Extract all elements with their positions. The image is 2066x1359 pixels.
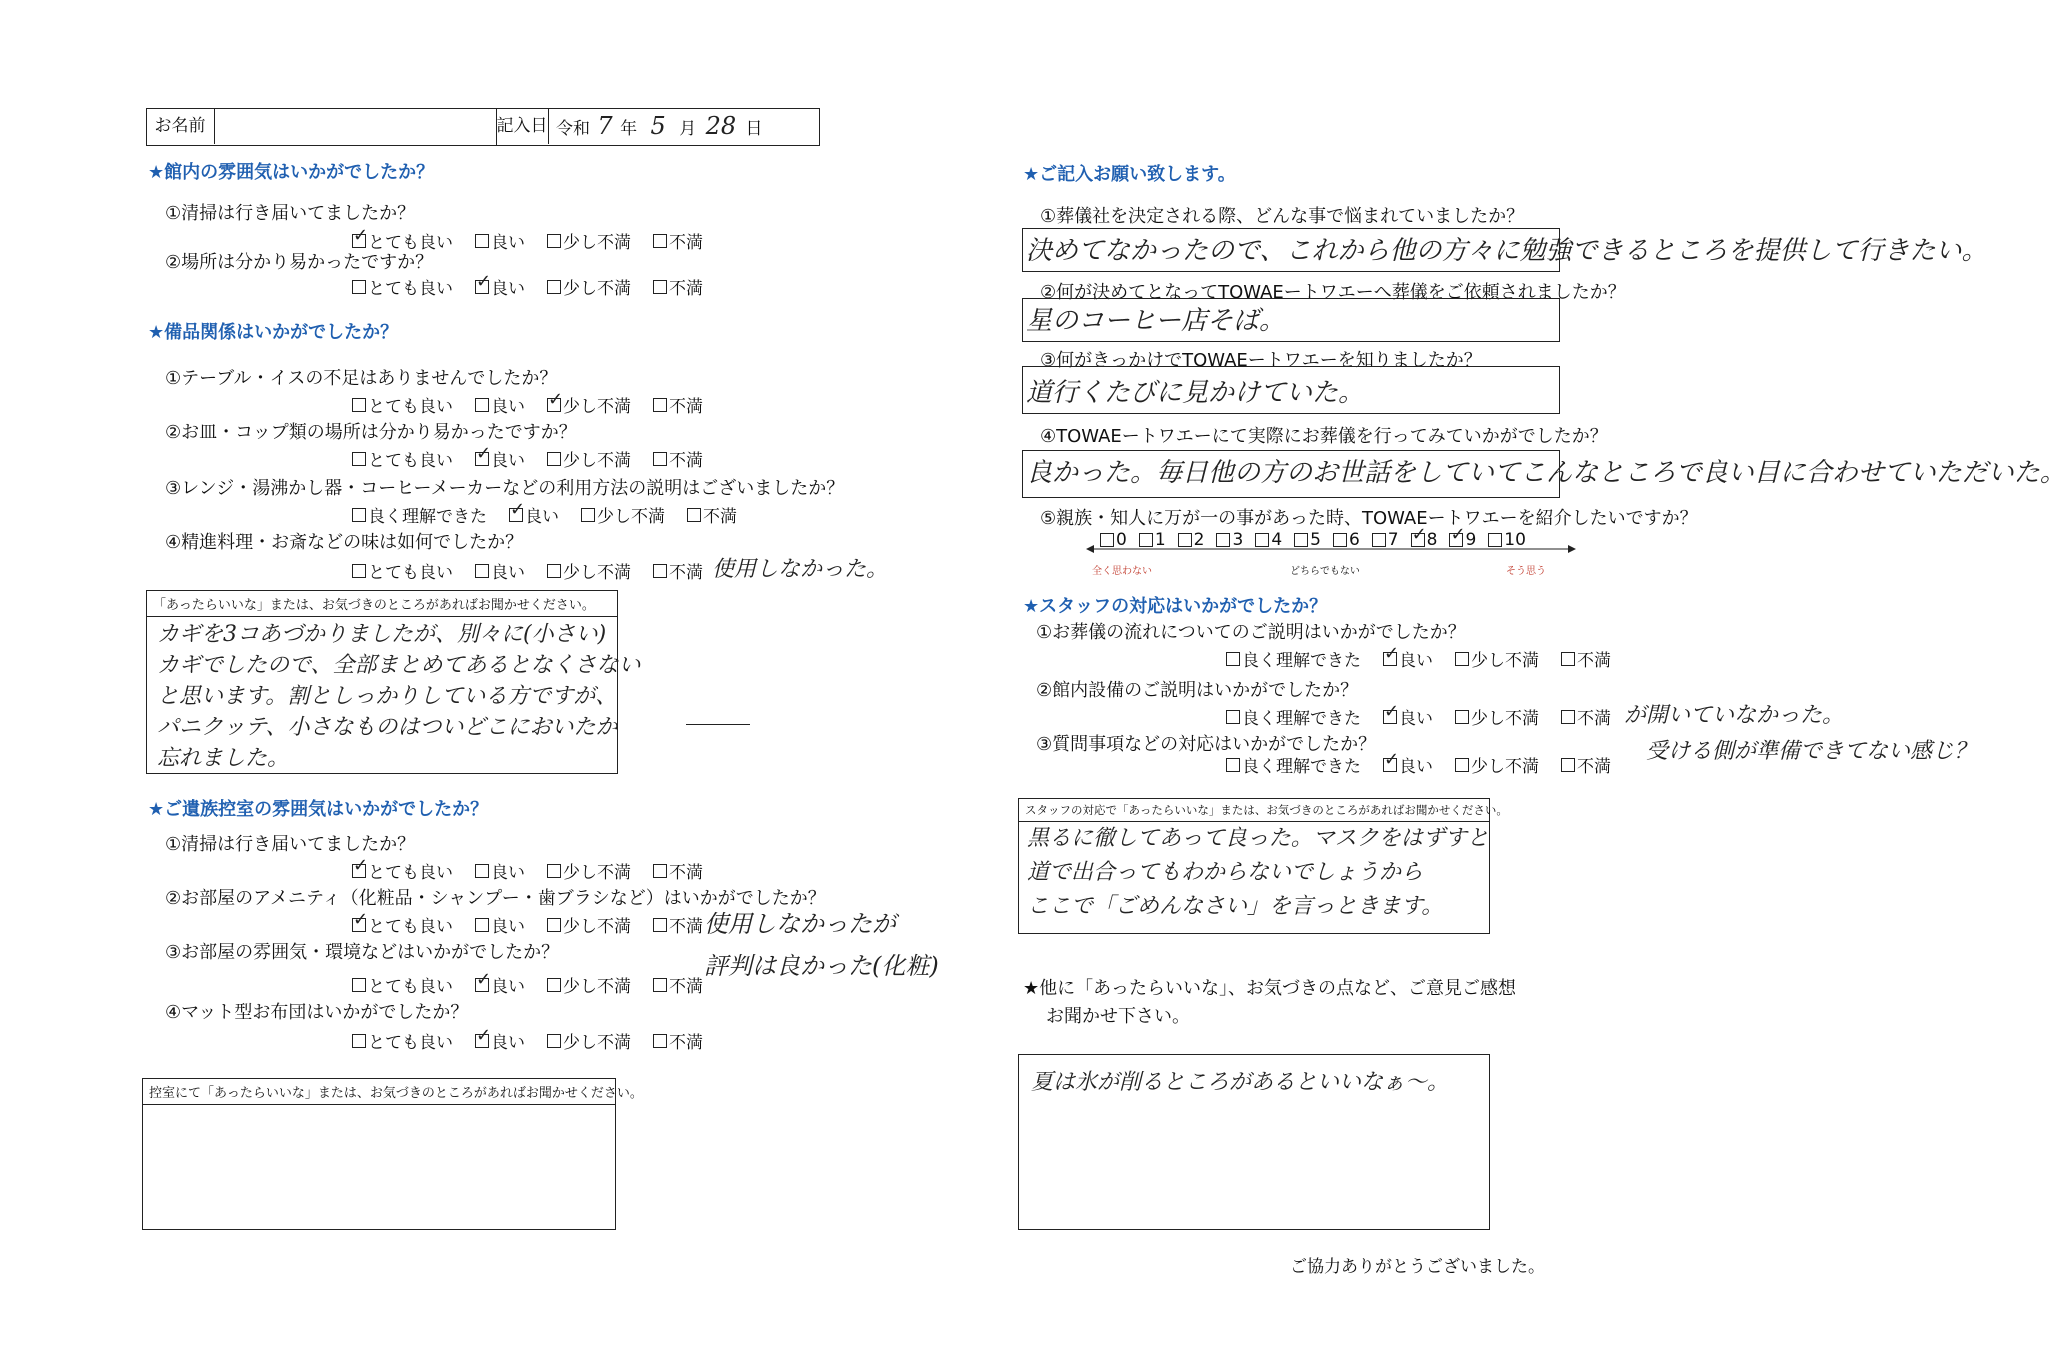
option-good[interactable]: ✓ 良い: [475, 274, 525, 299]
scale-option[interactable]: 7: [1372, 530, 1399, 550]
option-good[interactable]: 良い: [475, 392, 525, 417]
options-dishes-location: [352, 446, 703, 471]
option-good[interactable]: ✓ 良い: [475, 972, 525, 997]
option-unsatisfied[interactable]: 不満: [653, 858, 703, 883]
equipment-comment-header: 「あったらいいな」または、お気づきのところがあればお聞かせください。: [147, 591, 617, 617]
name-label: お名前: [146, 108, 215, 144]
option-unsatisfied[interactable]: 不満: [1561, 704, 1611, 729]
section-family-room-title: ★ご遺族控室の雰囲気はいかがでしたか？: [148, 799, 489, 820]
scale-high-label: そう思う: [1506, 566, 1546, 577]
comment-line: ここで「ごめんなさい」を言っときます。: [1027, 894, 1444, 919]
option-unsatisfied[interactable]: 不満: [653, 392, 703, 417]
room-comment-box[interactable]: [142, 1078, 643, 1230]
question-dishes-location: ②お皿・コップ類の場所は分かり易かったですか？: [165, 422, 577, 443]
year-value: 7: [597, 112, 613, 140]
scale-option[interactable]: 0: [1100, 530, 1127, 550]
option-very-good[interactable]: とても良い: [352, 1028, 453, 1053]
checkbox[interactable]: [547, 864, 561, 878]
scale-option[interactable]: 10: [1488, 530, 1526, 550]
option-very-good[interactable]: とても良い: [352, 446, 453, 471]
option-good[interactable]: 良い: [475, 858, 525, 883]
room-comment-header: 控室にて「あったらいいな」または、お気づきのところがあればお聞かせください。: [143, 1079, 615, 1105]
checkbox[interactable]: [352, 452, 366, 466]
facility-note-line1: が開いていなかった。: [1624, 703, 1845, 728]
option-slightly-unsatisfied[interactable]: 少し不満: [1455, 704, 1539, 729]
staff-comment-header: スタッフの対応で「あったらいいな」または、お気づきのところがあればお聞かせください。: [1019, 799, 1489, 822]
option-very-good[interactable]: ✓ とても良い: [352, 228, 453, 253]
other-comments-prompt: ★他に「あったらいいな」、お気づきの点など、ご意見ご感想: [1023, 978, 1516, 999]
checkbox[interactable]: [653, 564, 667, 578]
other-comments-prompt-2: お聞かせ下さい。: [1046, 1006, 1190, 1027]
comment-line: 黒るに徹してあって良った。マスクをはずすと: [1027, 826, 1489, 851]
options-room-amenities: [352, 912, 703, 937]
checkbox[interactable]: [1455, 710, 1469, 724]
checkbox[interactable]: [581, 508, 595, 522]
option-very-good[interactable]: とても良い: [352, 972, 453, 997]
checkbox[interactable]: [475, 918, 489, 932]
question-facility-explanation: ②館内設備のご説明はいかがでしたか？: [1036, 680, 1359, 701]
options-hall-location: [352, 274, 703, 299]
answer-how-known: 道行くたびに見かけていた。: [1026, 378, 1365, 408]
option-slightly-unsatisfied[interactable]: 少し不満: [1455, 646, 1539, 671]
checkbox-checked[interactable]: [509, 508, 523, 522]
option-very-good[interactable]: とても良い: [352, 558, 453, 583]
checkbox[interactable]: [547, 564, 561, 578]
scale-option[interactable]: ✓ 9: [1449, 530, 1476, 550]
question-hall-location: ②場所は分かり易かったですか？: [165, 252, 434, 273]
checkbox[interactable]: [1561, 758, 1575, 772]
option-unsatisfied[interactable]: 不満: [653, 274, 703, 299]
question-room-amenities: ②お部屋のアメニティ（化粧品・シャンプー・歯ブラシなど）はいかがでしたか？: [165, 888, 826, 909]
scale-option[interactable]: 6: [1333, 530, 1360, 550]
option-slightly-unsatisfied[interactable]: 少し不満: [1455, 752, 1539, 777]
option-understood[interactable]: 良く理解できた: [1226, 646, 1361, 671]
checkbox[interactable]: [653, 234, 667, 248]
amenities-note-line1: 使用しなかったが: [704, 910, 896, 938]
comment-line: 道で出合ってもわからないでしょうから: [1027, 860, 1424, 885]
checkbox[interactable]: [1226, 710, 1240, 724]
option-unsatisfied[interactable]: 不満: [1561, 752, 1611, 777]
option-good[interactable]: ✓ 良い: [475, 446, 525, 471]
option-unsatisfied[interactable]: 不満: [1561, 646, 1611, 671]
checkbox[interactable]: [1455, 652, 1469, 666]
scale-arrow: [1086, 543, 1576, 555]
scale-low-label: 全く思わない: [1092, 566, 1152, 577]
checkbox[interactable]: [653, 978, 667, 992]
question-appliances-explanation: ③レンジ・湯沸かし器・コーヒーメーカーなどの利用方法の説明はございましたか？: [165, 478, 845, 499]
year-unit: 年: [620, 119, 638, 139]
divider: [686, 724, 750, 725]
question-room-cleaning: ①清掃は行き届いてましたか？: [165, 834, 416, 855]
checkbox[interactable]: [475, 234, 489, 248]
staff-comment-box[interactable]: [1018, 798, 1508, 934]
date-value[interactable]: [556, 108, 763, 144]
option-good[interactable]: ✓ 良い: [1383, 752, 1433, 777]
checkbox-checked[interactable]: [475, 978, 489, 992]
question-decision-reason: ②何が決めてとなってTOWAEートワエーへ葬儀をご依頼されましたか？: [1040, 282, 1626, 303]
option-good[interactable]: ✓ 良い: [1383, 704, 1433, 729]
option-very-good[interactable]: ✓ とても良い: [352, 858, 453, 883]
checkbox-checked[interactable]: [547, 398, 561, 412]
option-unsatisfied[interactable]: 不満: [653, 446, 703, 471]
scale-mid-label: どちらでもない: [1290, 566, 1360, 577]
checkbox[interactable]: [475, 564, 489, 578]
checkbox[interactable]: [547, 452, 561, 466]
month-value: 5: [650, 112, 666, 140]
option-good[interactable]: 良い: [475, 228, 525, 253]
option-good[interactable]: 良い: [475, 558, 525, 583]
checkbox[interactable]: [653, 1034, 667, 1048]
options-food-taste: [352, 558, 703, 583]
comment-line: カギでしたので、全部まとめてあるとなくさない: [157, 653, 641, 678]
day-value: 28: [705, 112, 737, 140]
checkbox[interactable]: [475, 864, 489, 878]
comment-line: と思います。割としっかりしている方ですが、: [157, 684, 618, 709]
facility-note-line2: 受ける側が準備できてない感じ？: [1646, 739, 1977, 764]
question-food-taste: ④精進料理・お斎などの味は如何でしたか？: [165, 532, 524, 553]
option-unsatisfied[interactable]: 不満: [653, 912, 703, 937]
option-understood[interactable]: 良く理解できた: [1226, 752, 1361, 777]
checkbox[interactable]: [352, 280, 366, 294]
section-equipment-title: ★備品関係はいかがでしたか？: [148, 322, 399, 343]
equipment-comment-box[interactable]: [146, 590, 641, 774]
checkbox[interactable]: [352, 398, 366, 412]
section-hall-atmosphere-title: ★館内の雰囲気はいかがでしたか？: [148, 162, 435, 183]
question-hall-cleaning: ①清掃は行き届いてましたか？: [165, 203, 416, 224]
option-good[interactable]: ✓ 良い: [509, 502, 559, 527]
checkbox[interactable]: [547, 234, 561, 248]
other-comments-text: 夏は氷が削るところがあるといいなぁ〜。: [1031, 1070, 1450, 1095]
option-slightly-unsatisfied[interactable]: 少し不満: [547, 228, 631, 253]
question-inquiry-response: ③質問事項などの対応はいかがでしたか？: [1036, 734, 1377, 755]
equipment-comment-text: [147, 617, 641, 776]
checkbox[interactable]: [352, 1034, 366, 1048]
option-slightly-unsatisfied[interactable]: 少し不満: [581, 502, 665, 527]
question-recommend: ⑤親族・知人に万が一の事があった時、TOWAEートワエーを紹介したいですか？: [1040, 508, 1698, 529]
question-experience: ④TOWAEートワエーにて実際にお葬儀を行ってみていかがでしたか？: [1040, 426, 1608, 447]
checkbox-checked[interactable]: [352, 864, 366, 878]
section-please-fill-title: ★ご記入お願い致します。: [1023, 164, 1236, 185]
checkbox-checked[interactable]: [1383, 758, 1397, 772]
question-room-environment: ③お部屋の雰囲気・環境などはいかがでしたか？: [165, 942, 560, 963]
scale-option[interactable]: 5: [1294, 530, 1321, 550]
day-unit: 日: [745, 119, 763, 139]
question-worries: ①葬儀社を決定される際、どんな事で悩まれていましたか？: [1040, 206, 1525, 227]
checkbox[interactable]: [653, 918, 667, 932]
checkbox[interactable]: [687, 508, 701, 522]
question-funeral-flow: ①お葬儀の流れについてのご説明はいかがでしたか？: [1036, 622, 1466, 643]
checkbox[interactable]: [1226, 758, 1240, 772]
option-good[interactable]: ✓ 良い: [475, 1028, 525, 1053]
checkbox-checked[interactable]: [352, 918, 366, 932]
scale-option[interactable]: 2: [1178, 530, 1205, 550]
checkbox-checked[interactable]: [1383, 652, 1397, 666]
options-funeral-flow: [1226, 646, 1611, 671]
checkbox-checked[interactable]: [352, 234, 366, 248]
date-label: 記入日: [496, 108, 549, 144]
scale-option[interactable]: 4: [1255, 530, 1282, 550]
checkbox-checked[interactable]: [475, 280, 489, 294]
comment-line: パニクッテ、小さなものはついどこにおいたか: [157, 715, 618, 740]
option-slightly-unsatisfied[interactable]: 少し不満: [547, 446, 631, 471]
options-futon: [352, 1028, 703, 1053]
answer-decision: 星のコーヒー店そば。: [1026, 306, 1285, 336]
checkbox[interactable]: [653, 864, 667, 878]
option-very-good[interactable]: とても良い: [352, 274, 453, 299]
option-very-good[interactable]: ✓ とても良い: [352, 912, 453, 937]
option-slightly-unsatisfied[interactable]: 少し不満: [547, 972, 631, 997]
checkbox[interactable]: [547, 280, 561, 294]
question-how-known: ③何がきっかけでTOWAEートワエーを知りましたか？: [1040, 350, 1482, 371]
era: 令和: [556, 119, 590, 139]
option-very-good[interactable]: とても良い: [352, 392, 453, 417]
checkbox[interactable]: [653, 398, 667, 412]
scale-option[interactable]: 3: [1216, 530, 1243, 550]
checkbox-checked[interactable]: [475, 1034, 489, 1048]
checkbox[interactable]: [352, 508, 366, 522]
option-slightly-unsatisfied[interactable]: 少し不満: [547, 274, 631, 299]
option-unsatisfied[interactable]: 不満: [653, 1028, 703, 1053]
scale-option[interactable]: 1: [1139, 530, 1166, 550]
option-slightly-unsatisfied[interactable]: 少し不満: [547, 912, 631, 937]
checkbox[interactable]: [653, 452, 667, 466]
checkbox[interactable]: [352, 978, 366, 992]
option-slightly-unsatisfied[interactable]: ✓ 少し不満: [547, 392, 631, 417]
staff-comment-text: [1019, 822, 1489, 924]
checkbox[interactable]: [1561, 652, 1575, 666]
checkbox-checked[interactable]: [475, 452, 489, 466]
checkbox[interactable]: [1226, 652, 1240, 666]
option-unsatisfied[interactable]: 不満: [653, 228, 703, 253]
comment-line: 忘れました。: [157, 746, 290, 771]
option-unsatisfied[interactable]: 不満: [653, 558, 703, 583]
answer-experience: 良かった。毎日他の方のお世話をしていてこんなところで良い目に合わせていただいた。: [1026, 458, 2066, 488]
checkbox[interactable]: [352, 564, 366, 578]
other-comments-box[interactable]: [1018, 1054, 1490, 1230]
checkbox[interactable]: [547, 918, 561, 932]
option-unsatisfied[interactable]: 不満: [687, 502, 737, 527]
option-understood[interactable]: 良く理解できた: [352, 502, 487, 527]
options-appliances-explanation: [352, 502, 737, 527]
checkbox-checked[interactable]: [1383, 710, 1397, 724]
option-slightly-unsatisfied[interactable]: 少し不満: [547, 558, 631, 583]
option-good[interactable]: 良い: [475, 912, 525, 937]
month-unit: 月: [679, 119, 697, 139]
option-unsatisfied[interactable]: 不満: [653, 972, 703, 997]
options-inquiry-response: [1226, 752, 1611, 777]
checkbox[interactable]: [475, 398, 489, 412]
comment-line: カギを3コあづかりましたが、別々に(小さい): [157, 622, 607, 647]
checkbox[interactable]: [1455, 758, 1469, 772]
answer-worries: 決めてなかったので、これから他の方々に勉強できるところを提供して行きたい。: [1026, 236, 1988, 266]
options-room-cleaning: [352, 858, 703, 883]
options-tables-chairs: [352, 392, 703, 417]
option-understood[interactable]: 良く理解できた: [1226, 704, 1361, 729]
scale-option[interactable]: ✓ 8: [1411, 530, 1438, 550]
checkbox[interactable]: [547, 978, 561, 992]
option-good[interactable]: ✓ 良い: [1383, 646, 1433, 671]
name-field[interactable]: [216, 110, 496, 142]
options-facility-explanation: [1226, 704, 1611, 729]
checkbox[interactable]: [547, 1034, 561, 1048]
option-slightly-unsatisfied[interactable]: 少し不満: [547, 858, 631, 883]
thanks-message: ご協力ありがとうございました。: [1290, 1257, 1545, 1277]
food-taste-note: 使用しなかった。: [712, 557, 889, 582]
options-room-environment: [352, 972, 703, 997]
option-slightly-unsatisfied[interactable]: 少し不満: [547, 1028, 631, 1053]
checkbox[interactable]: [1561, 710, 1575, 724]
question-tables-chairs: ①テーブル・イスの不足はありませんでしたか？: [165, 368, 558, 389]
checkbox[interactable]: [653, 280, 667, 294]
amenities-note-line2: 評判は良かった(化粧): [704, 952, 939, 980]
question-futon: ④マット型お布団はいかがでしたか？: [165, 1002, 469, 1023]
section-staff-title: ★スタッフの対応はいかがでしたか？: [1023, 596, 1328, 617]
